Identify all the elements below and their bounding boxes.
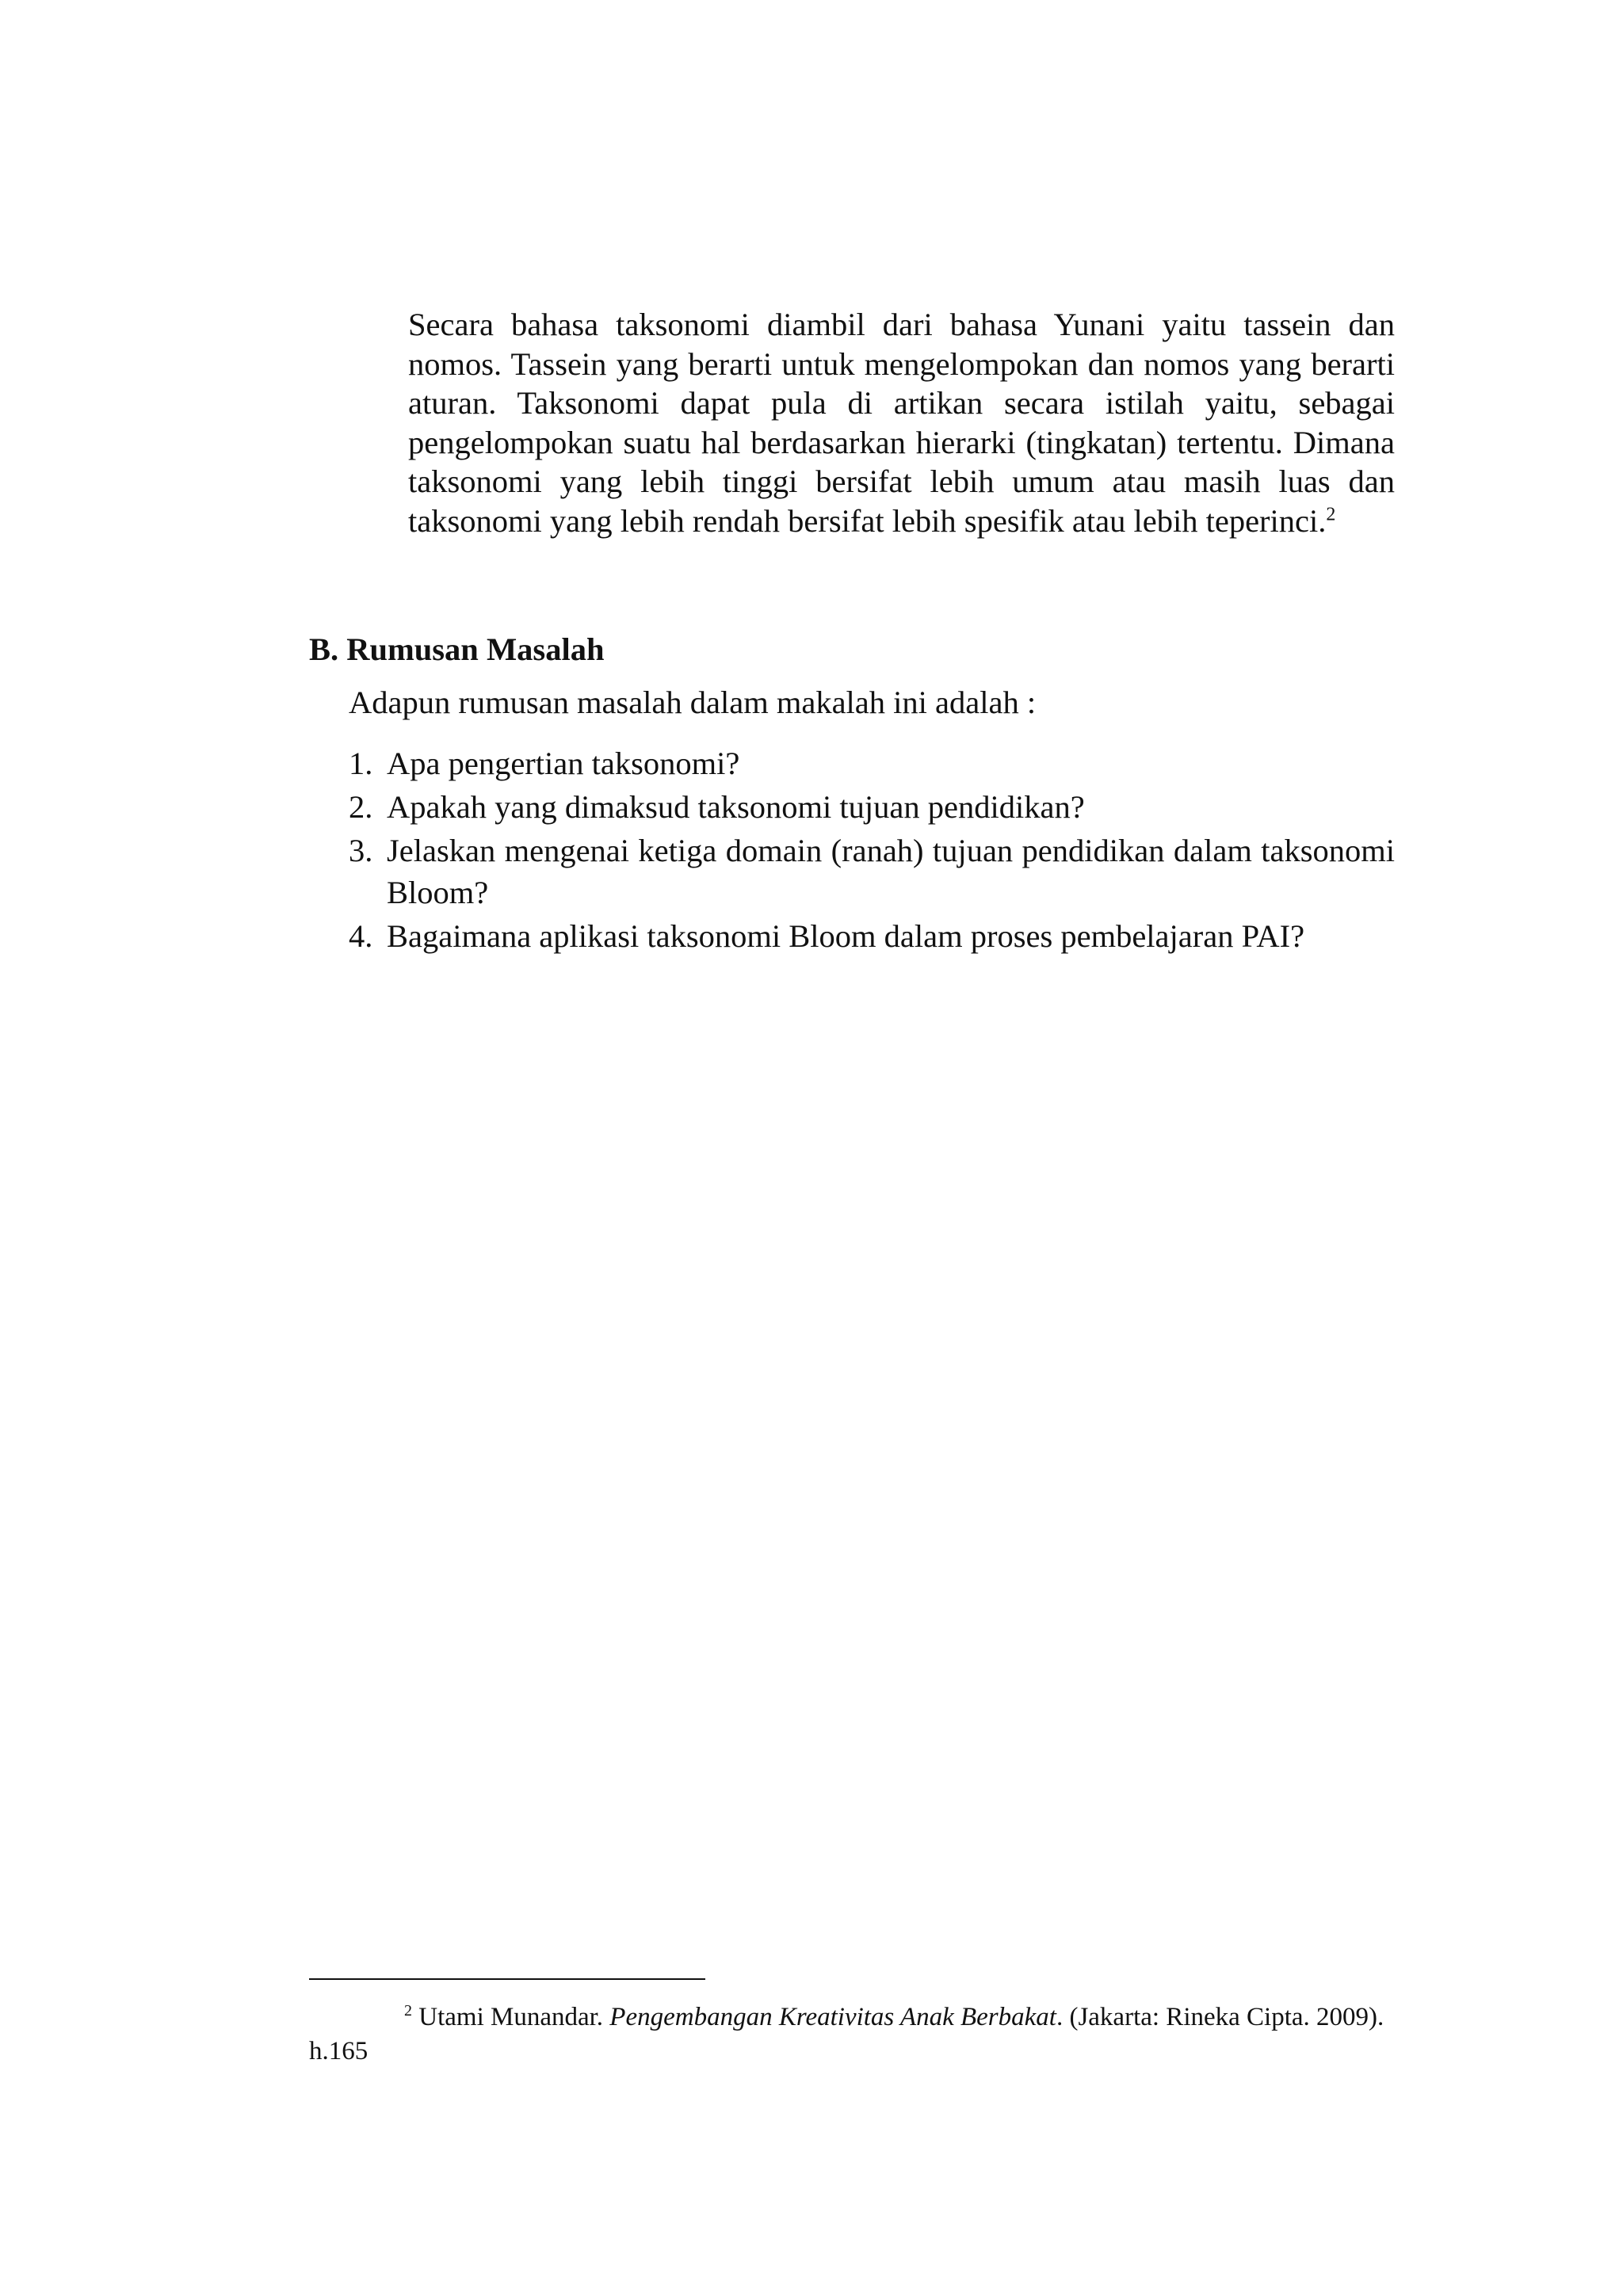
list-item (349, 915, 1395, 957)
list-item-number: 1. (349, 746, 373, 781)
footnote-divider (309, 1978, 705, 1980)
body-paragraph (408, 305, 1395, 541)
list-item (349, 742, 1395, 784)
footnote-number: 2 (404, 2002, 412, 2019)
list-item-text: Apakah yang dimaksud taksonomi tujuan pendidikan? (387, 789, 1085, 825)
list-item-number: 3. (349, 833, 373, 868)
list-item (349, 786, 1395, 828)
section-intro: Adapun rumusan masalah dalam makalah ini adalah : (349, 685, 1037, 720)
footnote-rest: . (Jakarta: Rineka Cipta. 2009). h.165 (309, 2003, 1384, 2065)
footnote-title: Pengembangan Kreativitas Anak Berbakat (609, 2003, 1056, 2031)
footnote (309, 2000, 1395, 2069)
list-item-text: Jelaskan mengenai ketiga domain (ranah) tujuan pendidikan dalam taksonomi Bloom? (387, 833, 1395, 910)
list-item-text: Apa pengertian taksonomi? (387, 746, 740, 781)
list-item-number: 2. (349, 789, 373, 825)
question-list (349, 742, 1395, 959)
list-item (349, 830, 1395, 913)
footnote-author: Utami Munandar. (412, 2003, 610, 2031)
section-heading: B. Rumusan Masalah (309, 631, 605, 667)
paragraph-text: Secara bahasa taksonomi diambil dari bahasa Yunani yaitu tassein dan nomos. Tassein yang berarti untuk mengelompokan dan nomos yang berarti aturan. Taksonomi dapat pula di artikan secara istilah yaitu, sebagai pengelompokan suatu hal berdasarkan hierarki (tingkatan) tertentu. Dimana taksonomi yang lebih tinggi bersifat lebih umum atau masih luas dan taksonomi yang lebih rendah bersifat lebih spesifik atau lebih teperinci. (408, 307, 1395, 539)
footnote-reference: 2 (1326, 504, 1336, 525)
list-item-number: 4. (349, 918, 373, 954)
list-item-text: Bagaimana aplikasi taksonomi Bloom dalam proses pembelajaran PAI? (387, 918, 1305, 954)
